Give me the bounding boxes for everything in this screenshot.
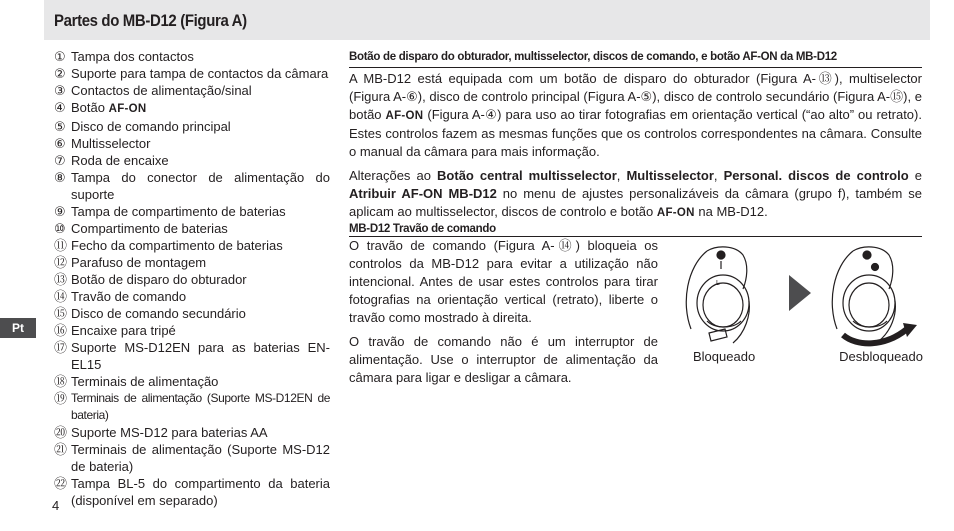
lock-section [349,223,923,385]
part-label: Roda de encaixe [71,153,169,168]
part-number: ⑭ [54,289,68,304]
part-item [54,441,330,475]
part-label: Tampa dos contactos [71,49,194,64]
part-label: Terminais de alimentação [71,374,219,389]
part-number: ⑳ [54,425,68,440]
part-item [54,220,330,237]
part-label: Disco de comando secundário [71,306,246,321]
part-label: Tampa de compartimento de baterias [71,204,286,219]
part-label: Tampa do conector de alimentação do suporte [71,170,330,202]
locked-dial-illustration [686,247,749,343]
part-number: ② [54,66,66,81]
part-number: ③ [54,83,66,98]
part-label: Fecho da compartimento de baterias [71,238,283,253]
part-item [54,152,330,169]
part-label: Suporte para tampa de contactos da câmara [71,66,329,81]
part-number: ⑧ [54,170,66,185]
parts-list [54,48,330,509]
part-number: ⑩ [54,221,66,236]
part-item [54,424,330,441]
part-number: ⑤ [54,119,66,134]
lock-section-text [349,237,658,393]
part-number: ⑬ [54,272,68,287]
part-label: Tampa BL-5 do compartimento da bateria (disponível em separado) [71,476,330,508]
part-number: ⑦ [54,153,66,168]
part-label: Parafuso de montagem [71,255,207,270]
part-label: Disco de comando principal [71,119,231,134]
part-label: Encaixe para tripé [71,323,176,338]
part-item [54,475,330,509]
part-label: Botão AF-ON [71,100,147,115]
language-tab: Pt [0,318,36,338]
part-item [54,82,330,99]
part-number: ⑪ [54,238,68,253]
af-on-label: AF-ON [656,207,695,219]
part-item [54,288,330,305]
part-label: Multisselector [71,136,151,151]
page-header [44,0,930,40]
part-item [54,237,330,254]
page-number: 4 [52,498,60,513]
controls-paragraph-1: A MB-D12 está equipada com um botão de disparo do obturador (Figura A-⑬), multiselector (Figura A-⑥), disco de controlo principal (Figura A-⑤), disco de controlo secundário (Figura A-⑮), e botão AF-ON (Figura A-④) para uso ao tirar fotografias em orientação vertical (“ao alto” ou retrato). Estes controlos fazem as mesmas funções que os controlos correspondentes na câmara. Consulte o manual da câmara para mais informação. [349,71,922,159]
lock-paragraph-2: O travão de comando não é um interruptor de alimentação. Use o interruptor de alimentação da câmara para ligar e desligar a câmara. [349,334,658,385]
part-number: ㉑ [54,442,68,457]
part-label: Compartimento de baterias [71,221,228,236]
part-number: ⑯ [54,323,68,338]
part-item [54,118,330,135]
part-number: ⑰ [54,340,68,355]
part-number: ⑫ [54,255,68,270]
part-item [54,322,330,339]
page-title: Partes do MB-D12 (Figura A) [54,11,247,30]
part-label: Travão de comando [71,289,187,304]
part-item [54,373,330,390]
controls-section-title: Botão de disparo do obturador, multisselector, discos de comando, e botão AF-ON da MB-D12 [349,48,922,68]
part-number: ㉒ [54,476,68,491]
part-item [54,169,330,203]
part-number: ⑲ [54,391,68,406]
part-item [54,48,330,65]
part-label: Contactos de alimentação/sinal [71,83,252,98]
part-item [54,254,330,271]
af-on-label: AF-ON [385,110,424,122]
part-number: ① [54,49,66,64]
part-label: Suporte MS-D12EN para as baterias EN-EL15 [71,340,330,372]
lock-figure-illustration [685,243,925,347]
part-number: ⑥ [54,136,66,151]
part-item [54,339,330,373]
lock-paragraph-1: O travão de comando (Figura A-⑭) bloqueia os controlos da MB-D12 para evitar a utilização não intencional. Antes de usar estes controlos para tirar fotografias na orientação vertical (retrato), liberte o travão como mostrado à direita. [349,238,658,325]
rotate-arrowhead-icon [903,323,917,337]
part-item [54,135,330,152]
part-number: ⑮ [54,306,68,321]
controls-section [349,48,922,228]
af-on-label: AF-ON [108,103,147,115]
part-number: ④ [54,100,66,115]
arrow-icon [789,275,811,311]
dial-mark: L [716,280,720,287]
part-item [54,203,330,220]
part-number: ⑨ [54,204,66,219]
part-item [54,99,330,118]
part-item [54,305,330,322]
locked-label: Bloqueado [693,349,756,364]
part-item [54,65,330,82]
lock-section-title: MB-D12 Travão de comando [349,223,922,237]
part-label: Suporte MS-D12 para baterias AA [71,425,268,440]
part-label: Terminais de alimentação (Suporte MS-D12 de bateria) [71,442,330,474]
part-item [54,390,330,424]
part-item [54,271,330,288]
rotate-arrow-icon [843,329,907,343]
part-number: ⑱ [54,374,68,389]
lock-figure [685,243,925,373]
controls-paragraph-2: Alterações ao Botão central multisselector, Multisselector, Personal. discos de controlo e Atribuir AF-ON MB-D12 no menu de ajustes personalizáveis da câmara (grupo f), também se aplicam ao multisselector, discos de controlo e botão AF-ON na MB-D12. [349,168,922,219]
part-label: Terminais de alimentação (Suporte MS-D12EN de bateria) [71,391,330,422]
part-label: Botão de disparo do obturador [71,272,247,287]
unlocked-label: Desbloqueado [839,349,923,364]
unlocked-dial-illustration [832,247,895,341]
